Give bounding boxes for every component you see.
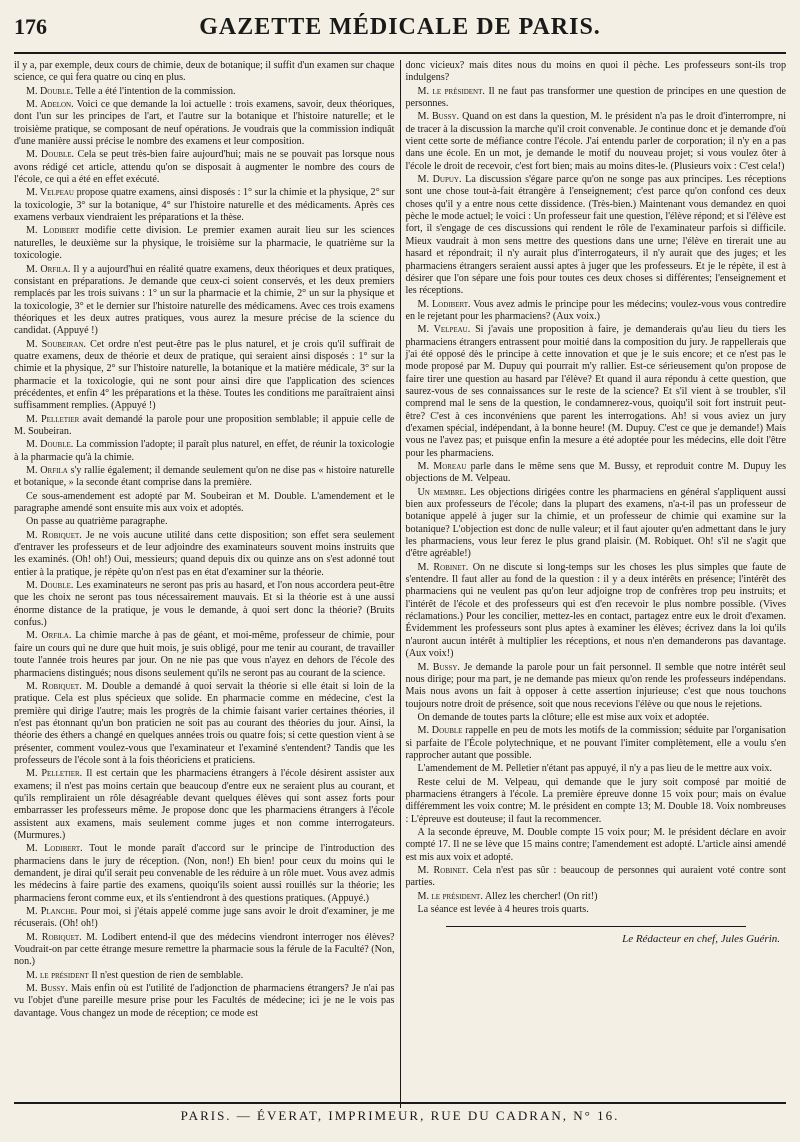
paragraph (406, 86, 787, 111)
speaker-name: M. Soubeiran. (26, 338, 86, 350)
paragraph (406, 865, 787, 890)
paragraph-text: s'y rallie également; il demande seulement qu'on ne dise pas « histoire naturelle et botanique, » la seconde étant comprise dans la première. (14, 465, 395, 489)
paragraph-text: La chimie marche à pas de géant, et moi-même, professeur de chimie, pour faire un cours qui ne dure que huit mois, je suis obligé, pour me tenir au courant, de travailler toute l'année trois heures par jour. On ne nie pas que vous n'ayez en dehors de l'école des pharmaciens distingués; nous disons seulement qu'ils ne seront pas au courant de la science. (14, 630, 395, 679)
speaker-name: M. Double. (26, 149, 75, 161)
paragraph-text: Si j'avais une proposition à faire, je demanderais qu'au lieu du tiers les pharmaciens étrangers entrassent pour moitié dans la composition du jury. Je rappellerais que j'ai été opposé dès le principe à cette innovation et que je le suis encore; et ce n'est pas le mode proposé par M. Dupuy qui pourrait m'y rallier. Est-ce sérieusement qu'on propose de faire tirer une question au hasard par l'élève? Et quand il aura répondu à cette question, que saurez-vous de ses connaissances sur le reste de la science? Et s'il vient à se troubler, s'il comprend mal le sens de la question, le condamnerez-vous, quoiqu'il soit fort instruit peut-être? C'est à ces inconvéniens que parent les interrogations. Ah! si vous aviez un jury d'examen spécial, indépendant, à la bonne heure! (M. Dupuy. C'est ce que je demande!) Mais vous ne l'avez pas; et puisque enfin la mesure a été adoptée pour les médecins, elle doit l'être pour les pharmaciens. (405, 324, 786, 459)
paragraph-text: On demande de toutes parts la clôture; elle est mise aux voix et adoptée. (417, 711, 710, 723)
speaker-name: M. Orfila. (26, 263, 71, 275)
paragraph-text: rappelle en peu de mots les motifs de la commission; séduite par l'organisation si parfaite de l'École polytechnique, et ne pouvant l'imiter complètement, elle a voulu s'en rapprocher autant que possible. (405, 725, 786, 761)
paragraph (14, 86, 395, 98)
speaker-name: M. Robiquet. (26, 680, 82, 692)
text-columns (14, 60, 786, 1108)
speaker-name: M. Robiquet. (26, 529, 82, 541)
paragraph-text: Telle a été l'intention de la commission. (75, 85, 236, 97)
paragraph-text: Je ne vois aucune utilité dans cette disposition; son effet sera seulement d'entraver les professeurs et de leur adjoindre des examinateurs souvent moins instruits que les examinés. (Oh! oh!) Oui, messieurs; quand depuis dix ou quinze ans on s'est adonné tout entier à la pratique, je répète qu'on n'est pas en état d'examiner sur la théorie. (14, 529, 395, 578)
paragraph (14, 149, 395, 186)
paragraph (14, 491, 395, 516)
paragraph-text: Voici ce que demande la loi actuelle : trois examens, savoir, deux théoriques, dont l'un sur les principes de l'art, et l'autre sur la botanique et l'histoire naturelle; et le troisième pratique, se composant de neuf opérations. Je voudrais que la commission indiquât d'une manière aussi précise le nombre des examens et leur composition. (14, 99, 395, 148)
paragraph (14, 414, 395, 439)
paragraph (14, 932, 395, 969)
paragraph-text: M. Double a demandé à quoi servait la théorie si elle était si loin de la pratique. Cela est plus spécieux que solide. En pharmacie comme en médecine, c'est la première qui dirige l'autre; mais les progrès de la chimie faisant varier certaines théories, il n'est pas étonnant qu'un bon praticien ne soit pas au courant des théories du jour. Ainsi, la théorie des éthers a changé en quelques années trois ou quatre fois; si cette question vient à se présenter, comment voulez-vous que l'examinateur et l'examiné s'entendent? Tandis que les professeurs de l'école sont à la fois théoriciens et praticiens. (14, 680, 395, 766)
paragraph (14, 530, 395, 579)
speaker-name: M. Adelon. (26, 99, 74, 111)
journal-title: GAZETTE MÉDICALE DE PARIS. (199, 14, 601, 40)
paragraph-text: Les objections dirigées contre les pharmaciens en général s'appliquent aussi bien aux professeurs de l'école; dans la plupart des examens, n'a-t-il pas un professeur de botanique appelé à juger sur la chimie, et un professeur de chimie qui examine sur la botanique? L'objection est donc de nulle valeur; et il faut ajouter qu'en admettant dans le jury les pharmaciens, vous leur ferez le plus grand plaisir. (M. Robiquet. Oh! s'il ne s'agit que d'être agréable!) (405, 486, 786, 560)
paragraph (406, 60, 787, 85)
paragraph (14, 970, 395, 982)
paragraph-text: Il est certain que les pharmaciens étrangers à l'école désirent assister aux examens; il n'est pas moins certain que beaucoup d'entre eux ne seraient plus au courant, et qu'ils rempliraient un rôle désagréable devant quelques élèves qui sont assez forts pour embarrasser les professeurs même. Je propose donc que les pharmaciens étrangers à l'école assistent aux examens, mais seulement comme juges et non comme interrogateurs. (Murmures.) (14, 768, 395, 841)
speaker-name: M. le président (26, 969, 89, 981)
paragraph-text: parle dans le même sens que M. Bussy, et reproduit contre M. Dupuy les objections de M. Velpeau. (405, 461, 786, 485)
paragraph-text: modifie cette division. Le premier examen aurait lieu sur les sciences naturelles, le deuxième sur la physique, le troisième sur la pharmacie, le quatrième sur la toxicologie. (14, 225, 395, 262)
paragraph-text: Allez les chercher! (On rit!) (484, 890, 598, 902)
paragraph (406, 562, 787, 661)
right-column (401, 60, 787, 1108)
speaker-name: M. Robiquet. (26, 931, 82, 943)
paragraph-text: Ce sous-amendement est adopté par M. Soubeiran et M. Double. L'amendement et le paragraphe amendé sont ensuite mis aux voix et adoptés. (14, 490, 395, 515)
speaker-name: M. Bussy. (26, 983, 68, 995)
paragraph-text: donc vicieux? mais dites nous du moins en quoi il pèche. Les professeurs sont-ils trop indulgens? (405, 60, 786, 84)
paragraph (406, 174, 787, 297)
speaker-name: M. Lodibert. (26, 843, 83, 855)
speaker-name: M. Lodibert. (417, 298, 471, 310)
speaker-name: M. Double. (26, 85, 74, 97)
speaker-name: M. Double. (26, 580, 74, 592)
speaker-name: M. Planche. (26, 906, 78, 918)
paragraph (14, 225, 395, 262)
paragraph-text: avait demandé la parole pour une proposition semblable; il appuie celle de M. Soubeiran. (14, 413, 395, 437)
paragraph (406, 487, 787, 561)
paragraph-text: On passe au quatrième paragraphe. (26, 516, 168, 528)
paragraph (406, 763, 787, 775)
paragraph-text: Cela n'est pas sûr : beaucoup de personnes qui auraient voté contre sont parties. (405, 865, 786, 889)
left-column (14, 60, 400, 1108)
paragraph-text: Il n'est question de rien de semblable. (91, 969, 244, 981)
paragraph-text: Cela se peut très-bien faire aujourd'hui; mais ne se pouvait pas lorsque nous avons rédigé cet article, attendu qu'on se disposait à augmenter le nombre des cours de l'école, ce qui a été en effet exécuté. (14, 149, 395, 186)
page-number: 176 (14, 14, 47, 39)
masthead (14, 14, 786, 54)
paragraph (406, 662, 787, 711)
paragraph (14, 516, 395, 528)
paragraph (406, 725, 787, 762)
paragraph (14, 580, 395, 629)
paragraph (14, 264, 395, 338)
paragraph (406, 461, 787, 486)
speaker-name: M. Bussy. (417, 661, 460, 673)
speaker-name: M. Pelletier. (26, 768, 83, 780)
paragraph-text: Reste celui de M. Velpeau, qui demande que le jury soit composé par moitié de pharmaciens étrangers à l'école. La première épreuve donne 15 voix pour; mais on évalue différemment les voix contre; M. le président en compte 13; M. Double 18. Voix nombreuses : L'épreuve est douteuse; il faut la recommencer. (405, 776, 786, 825)
paragraph (406, 111, 787, 173)
paragraph (14, 99, 395, 148)
printer-footer: PARIS. — ÉVERAT, IMPRIMEUR, RUE DU CADRAN, N° 16. (180, 1108, 620, 1123)
paragraph-text: Quand on est dans la question, M. le président n'a pas le droit d'interrompre, ni de tracer à la discussion la marche qu'il croit convenable. Je continue donc et je demande d'où vient cette sorte de méfiance contre l'école. J'ai entendu parler de corporation; il n'y en a pas dans une école. En un mot, je demande le motif du nouveau projet; si vous voulez ôter à l'école le droit de recevoir, c'est fort bien; mais au moins dites-le. (Plusieurs voix : C'est cela!) (405, 111, 786, 172)
paragraph (14, 439, 395, 464)
speaker-name: M. Orfila. (26, 630, 72, 642)
paragraph-text: La séance est levée à 4 heures trois quarts. (417, 904, 589, 916)
paragraph-text: Il y a aujourd'hui en réalité quatre examens, deux théoriques et deux pratiques, consistant en préparations. Je demande que ceux-ci soient conservés, et les deux premiers remplacés par les trois suivans : 1° un sur la pharmacie et la chimie, 2° un sur la physique et la toxicologie, 3° et le dernier sur l'histoire naturelle des médicamens. Avec ces trois examens théoriques et les deux autres pratiques, vous aurez la mesure précise de la science du candidat. (Appuyé !) (14, 263, 395, 337)
paragraph (406, 904, 787, 916)
paragraph (406, 777, 787, 826)
paragraph (406, 891, 787, 903)
paragraph (14, 630, 395, 679)
paragraph (406, 827, 787, 864)
right-column-text (406, 60, 787, 916)
paragraph-text: A la seconde épreuve, M. Double compte 15 voix pour; M. le président déclare en avoir compté 17. Il ne se lève que 15 mains contre; l'amendement est adopté. L'article ainsi amendé est mis aux voix et adopté. (405, 826, 786, 863)
speaker-name: M. Robinet. (417, 561, 469, 573)
speaker-name: M. Bussy. (417, 111, 460, 123)
paragraph (14, 681, 395, 767)
paragraph (14, 339, 395, 413)
editor-signature: Le Rédacteur en chef, Jules Guérin. (622, 933, 780, 946)
speaker-name: M. Dupuy. (417, 174, 462, 186)
speaker-name: M. Pelletier (26, 413, 80, 425)
speaker-name: M. Orfila (26, 465, 68, 476)
speaker-name: M. Lodibert (26, 225, 80, 237)
speaker-name: M. le président. (417, 85, 485, 97)
paragraph (406, 712, 787, 724)
paragraph (406, 299, 787, 324)
paragraph-text: M. Lodibert entend-il que des médecins viendront interroger nos élèves? Voudrait-on par cette étrange mesure remettre la pharmacie sous la férule de la Faculté? (Non, non.) (14, 931, 395, 968)
paragraph-text: il y a, par exemple, deux cours de chimie, deux de botanique; il suffit d'un examen sur chaque science, ce qui fera quatre ou cinq en plus. (14, 60, 395, 84)
paragraph (14, 843, 395, 905)
paragraph (14, 983, 395, 1020)
paragraph-text: La commission l'adopte; il paraît plus naturel, en effet, de réunir la toxicologie à la pharmacie qu'à la chimie. (14, 439, 395, 463)
paragraph-text: Pour moi, si j'étais appelé comme juge sans avoir le droit d'examiner, je me récuserais. (Oh! oh!) (14, 906, 395, 930)
paragraph (406, 324, 787, 460)
paragraph-text: propose quatre examens, ainsi disposés : 1° sur la chimie et la physique, 2° sur la toxicologie, 3° sur la botanique, 4° sur l'histoire naturelle et des médicaments. Après ces examens verbaux viendraient les préparations et la thèse. (14, 187, 395, 224)
paragraph (14, 768, 395, 842)
paragraph-text: Tout le monde paraît d'accord sur le principe de l'introduction des pharmaciens dans le jury de réception. (Non, non!) Eh bien! pour ceux du moins qui le demandent, je dirai qu'il serait peu convenable de les réduire à un rôle muet. Vous avez admis les médecins à faire partie des examens, quoiqu'ils soient aussi rouillés sur la théorie; les pharmaciens feront comme eux, et ils s'entiendront à des questions pratiques. (Appuyé.) (14, 843, 395, 904)
speaker-name: M. Velpeau. (417, 324, 471, 336)
speaker-name: M. Velpeau (26, 187, 74, 199)
paragraph (14, 465, 395, 490)
speaker-name: M. Moreau (417, 461, 467, 472)
paragraph-text: Il ne faut pas transformer une question de principes en une question de personnes. (405, 85, 786, 110)
speaker-name: M. Double (417, 725, 463, 737)
paragraph (14, 906, 395, 931)
footer-rule (14, 1102, 786, 1104)
paragraph-text: Cet ordre n'est peut-être pas le plus naturel, et je crois qu'il suffirait de quatre examens, deux de théorie et deux de pratique, qui seraient ainsi disposés : 1° sur la chimie et la physique, 2° sur l'histoire naturelle, la botanique et la matière médicale, 3° sur la pharmacie et la toxicologie, qui ne sont pour ainsi dire que l'application des sciences précédentes, et enfin 4° les préparations et la thèse. Toutes les conditions me paraîtraient ainsi suffisamment remplies. (Appuyé !) (14, 338, 395, 412)
speaker-name: Un membre. (417, 486, 467, 498)
speaker-name: M. le président. (417, 890, 483, 902)
paragraph (14, 187, 395, 224)
speaker-name: M. Robinet. (417, 865, 469, 876)
paragraph-text: Je demande la parole pour un fait personnel. Il semble que notre intérêt seul nous dirige; pour ma part, je ne demande pas mieux qu'on rende les professeurs indépendans. Mais nous avons un fait à opposer à cette assertion injurieuse; c'est que nous touchons toujours notre droit de présence, soit que nous recevions l'élève ou que nous le rejetions. (405, 661, 786, 710)
paragraph-text: La discussion s'égare parce qu'on ne songe pas aux principes. Les réceptions sont une chose tout-à-fait étrangère à l'enseignement; c'est parce qu'on confond ces deux choses qu'il y a entre nous cette dissidence. (Très-bien.) Maintenant vous demandez en quoi pèche le mode actuel; le voici : Un professeur fait une question, l'élève répond; et si l'élève est fort, il s'engage de ces discussions qui rendent le rôle de l'examinateur parfois si difficile. Mieux vaudrait à mon sens mettre des questions dans une urne; l'élève en tirerait une au hasard et répondrait; il n'y aurait plus d'interrogateurs, il n'y aurait que des juges; et les pharmaciens étrangers seraient aussi aptes à juger que les professeurs. Et je le répète, il est à désirer que l'on sépare une fois pour toutes ces deux choses si différentes; l'enseignement et les réceptions. (405, 174, 786, 297)
speaker-name: M. Double. (26, 439, 74, 451)
paragraph (14, 60, 395, 85)
paragraph-text: L'amendement de M. Pelletier n'étant pas appuyé, il n'y a pas lieu de le mettre aux voix. (417, 763, 772, 775)
signature-rule (446, 926, 747, 927)
paragraph-text: Les examinateurs ne seront pas pris au hasard, et l'on nous accordera peut-être que les choix ne seront pas tous nécessairement mauvais. Et si la théorie est à une aussi énorme distance de la pratique, je vous le demande, à quoi sert donc la théorie? (Bruits confus.) (14, 580, 395, 629)
paragraph-text: Vous avez admis le principe pour les médecins; voulez-vous vous contredire en le rejetant pour les pharmaciens? (Aux voix.) (405, 298, 786, 322)
paragraph-text: On ne discute si long-temps sur les choses les plus simples que faute de s'entendre. Il faut aller au fond de la question : il y a deux intérêts en présence; l'intérêt des pharmaciens qui ne veulent pas qu'on leur adjoigne trop de confrères trop peu instruits; et l'intérêt de l'école et des professeurs qui est d'en recevoir le plus nombre possible. (Vives réclamations.) Pour les concilier, mettez-les en contact, partagez entre eux le droit d'examen. Évidemment les professeurs sont plus aptes à examiner les élèves; écrivez dans la loi qu'ils n'auront aucun intérêt à multiplier les réceptions, et nous n'en demanderons pas davantage. (Aux voix!) (405, 561, 786, 660)
paragraph-text: Mais enfin où est l'utilité de l'adjonction de pharmaciens étrangers? Je n'ai pas vu l'objet d'une pareille mesure prise pour les Facultés de médecine; ici je ne le vois pas davantage. Vous changez un mode de réception; ce mode est (14, 983, 395, 1019)
